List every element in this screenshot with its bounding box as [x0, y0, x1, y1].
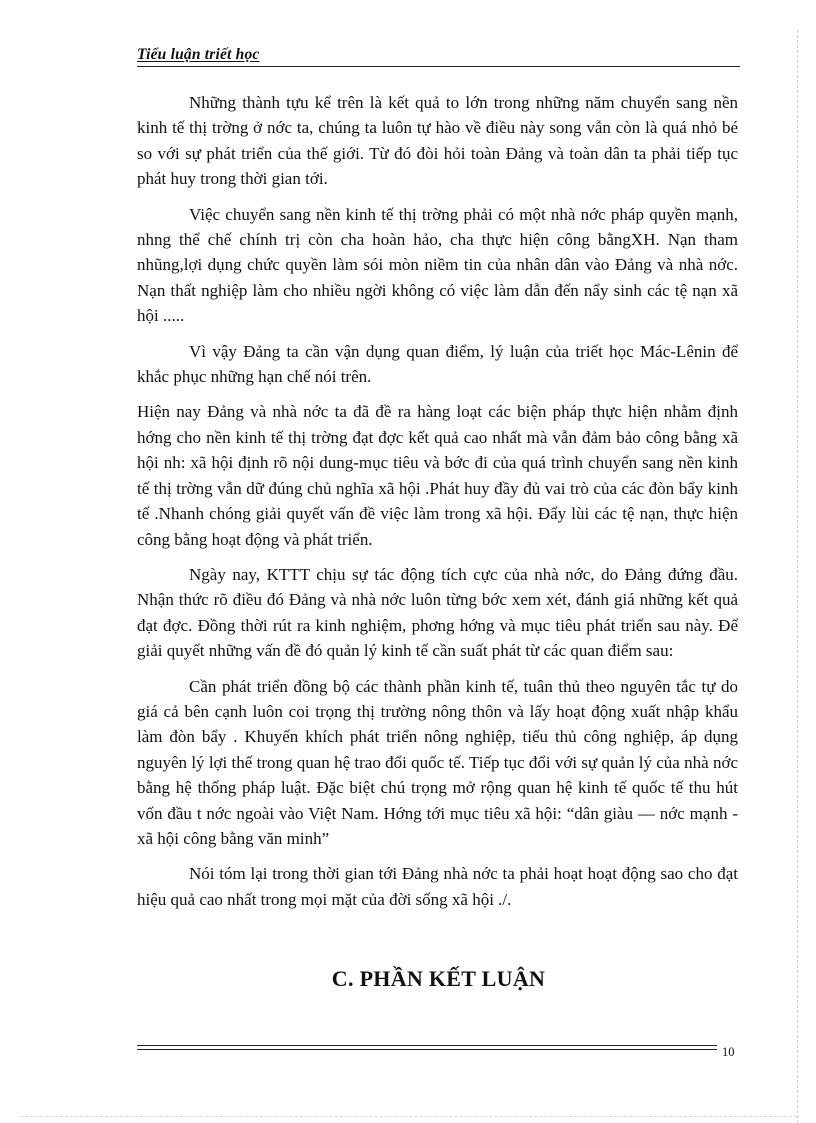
- paragraph-development-directions: Cần phát triển đồng bộ các thành phần kinh tế, tuân thủ theo nguyên tắc tự do giá cả bên cạnh luôn coi trọng thị trường nông thôn và lấy hoạt động xuất nhập khẩu làm đòn bẩy . Khuyến khích phát triển nông nghiệp, tiểu thủ công nghiệp, áp dụng nguyên lý lợi thế trong quan hệ trao đổi quốc tế. Tiếp tục đổi với sự quản lý của nhà nớc bằng hệ thống pháp luật. Đặc biệt chú trọng mở rộng quan hệ kinh tế quốc tế thu hút vốn đầu t nớc ngoài vào Việt Nam. Hớng tới mục tiêu xã hội: “dân giàu — nớc mạnh -xã hội công bằng văn minh”: [137, 676, 738, 848]
- paragraph-achievements: Những thành tựu kể trên là kết quả to lớn trong những năm chuyển sang nền kinh tế thị trờng ở nớc ta, chúng ta luôn tự hào về điều này song vẫn còn là quá nhỏ bé so với sự phát triển của thế giới. Từ đó đòi hỏi toàn Đảng và toàn dân ta phải tiếp tục phát huy trong thời gian tới.: [137, 93, 738, 189]
- paragraph-state-role: Ngày nay, KTTT chịu sự tác động tích cực của nhà nớc, do Đảng đứng đầu. Nhận thức rõ điều đó Đảng và nhà nớc luôn từng bớc xem xét, đánh giá những kết quả đạt đợc. Đồng thời rút ra kinh nghiệm, phơng hớng và mục tiêu phát triển sau này. Để giải quyết những vấn đề đó quản lý kinh tế cần suất phát từ các quan điểm sau:: [137, 564, 738, 661]
- header-title: Tiểu luận triết học: [137, 46, 260, 63]
- footer-rule: [137, 1045, 717, 1050]
- section-heading: C. PHẦN KẾT LUẬN: [331, 966, 546, 991]
- page-edge-right: [797, 30, 798, 1123]
- paragraph-summary: Nói tóm lại trong thời gian tới Đảng nhà nớc ta phải hoạt hoạt động sao cho đạt hiệu quả cao nhất trong mọi mặt của đời sống xã hội ./.: [137, 864, 738, 909]
- body-text: [137, 90, 738, 912]
- paragraph-market-transition: Việc chuyển sang nền kinh tế thị trờng phải có một nhà nớc pháp quyền mạnh, nhng thể chế chính trị còn cha hoàn hảo, cha thực hiện công bằngXH. Nạn tham nhũng,lợi dụng chức quyền làm sói mòn niềm tin của nhân dân vào Đảng và nhà nớc. Nạn thất nghiệp làm cho nhiều ngời không có việc làm dẫn đến nẩy sinh các tệ nạn xã hội .....: [137, 204, 738, 326]
- page-edge-bottom: [20, 1116, 797, 1117]
- paragraph-marxism-leninism: Vì vậy Đảng ta cần vận dụng quan điểm, lý luận của triết học Mác-Lênin để khắc phục những hạn chế nói trên.: [137, 341, 738, 387]
- page-number: 10: [722, 1045, 735, 1059]
- page-header: [137, 46, 740, 67]
- paragraph-measures: Hiện nay Đảng và nhà nớc ta đã đề ra hàng loạt các biện pháp thực hiện nhằm định hớng cho nền kinh tế thị trờng đạt đợc kết quả cao nhất mà vẫn đảm bảo công bằng xã hội nh: xã hội định rõ nội dung-mục tiêu và bớc đi của quá trình chuyển sang nền kinh tế thị trờng vẫn dữ đúng chủ nghĩa xã hội .Phát huy đầy đủ vai trò của các đòn bẩy kinh tế .Nhanh chóng giải quyết vấn đề việc làm trong xã hội. Đẩy lùi các tệ nạn, thực hiện công bằng hoạt động và phát triển.: [137, 402, 738, 549]
